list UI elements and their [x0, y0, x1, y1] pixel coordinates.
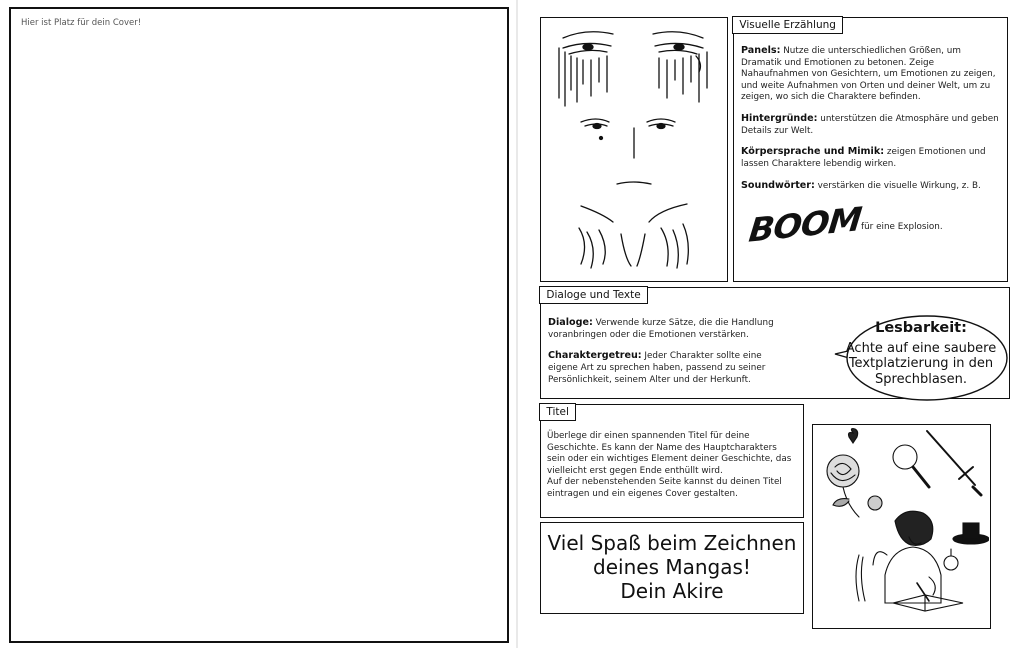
- panels-label: Panels:: [741, 45, 781, 56]
- sound-label: Soundwörter:: [741, 179, 815, 191]
- section-tag-dialog: Dialoge und Texte: [539, 286, 647, 304]
- dialog-text: Verwende kurze Sätze, die die Handlung voranbringen oder die Emotionen verstärken.: [548, 318, 774, 340]
- visual-text-block: [741, 45, 1003, 201]
- closing-line-3: Dein Akire: [620, 579, 724, 603]
- dialog-label: Dialoge:: [548, 317, 593, 328]
- dialog-text-block: [548, 317, 788, 395]
- closing-line-2: deines Mangas!: [593, 555, 751, 579]
- section-tag-visual: Visuelle Erzählung: [732, 16, 843, 34]
- character-text: Jeder Charakter sollte eine eigene Art zu sprechen haben, passend zu seiner Persönlichkeit, seinem Alter und der Herkunft.: [548, 351, 766, 385]
- character-label: Charaktergetreu:: [548, 350, 642, 362]
- sound-text: verstärken die visuelle Wirkung, z. B.: [817, 180, 981, 191]
- section-tag-title: Titel: [539, 403, 576, 421]
- boom-soundword: BOOM: [746, 199, 864, 250]
- cover-frame: [9, 7, 509, 643]
- backgrounds-text: unterstützen die Atmosphäre und geben Details zur Welt.: [741, 114, 999, 136]
- manga-face-panel: [540, 17, 728, 282]
- closing-panel: [540, 522, 804, 614]
- manga-face-illustration: [541, 18, 726, 280]
- title-text-block: [547, 431, 795, 501]
- dialog-panel: [540, 287, 1010, 399]
- closing-line-1: Viel Spaß beim Zeichnen: [547, 531, 797, 555]
- title-text-1: Überlege dir einen spannenden Titel für deine Geschichte. Es kann der Name des Hauptcharakters sein oder ein wichtiges Element deiner Geschichte, das vielleicht erst gegen Ende enthüllt wird.: [547, 431, 792, 476]
- panels-text: Nutze die unterschiedlichen Größen, um Dramatik und Emotionen zu betonen. Zeige Nahaufnahmen von Gesichtern, um Emotionen zu zeigen, und weite Aufnahmen von Orten und deiner Welt, um zu zeigen, wo sich die Charaktere befinden.: [741, 46, 996, 103]
- visual-panels-paragraph: [741, 45, 1003, 104]
- bubble-title: Lesbarkeit:: [875, 320, 967, 336]
- visual-body-paragraph: [741, 146, 1003, 170]
- body-language-text: zeigen Emotionen und lassen Charaktere lebendig wirken.: [741, 147, 986, 170]
- speech-bubble: [831, 310, 1011, 396]
- title-panel: [540, 404, 804, 518]
- boom-note: für eine Explosion.: [861, 222, 943, 232]
- visual-backgrounds-paragraph: [741, 113, 1003, 137]
- title-text-2: Auf der nebenstehenden Seite kannst du deinen Titel eintragen und ein eigenes Cover gestalten.: [547, 477, 782, 500]
- character-paragraph: [548, 350, 788, 386]
- closing-message: [541, 531, 803, 603]
- visual-storytelling-panel: [733, 17, 1008, 282]
- right-page: [518, 0, 1032, 648]
- artist-illustration: [813, 425, 989, 627]
- body-language-label: Körpersprache und Mimik:: [741, 146, 885, 158]
- bubble-text: Achte auf eine saubere Textplatzierung in den Sprechblasen.: [845, 341, 997, 387]
- artist-illustration-panel: [812, 424, 991, 629]
- backgrounds-label: Hintergründe:: [741, 113, 818, 125]
- visual-sound-paragraph: [741, 180, 1003, 193]
- cover-placeholder-text: Hier ist Platz für dein Cover!: [21, 18, 142, 28]
- dialog-paragraph: [548, 317, 788, 341]
